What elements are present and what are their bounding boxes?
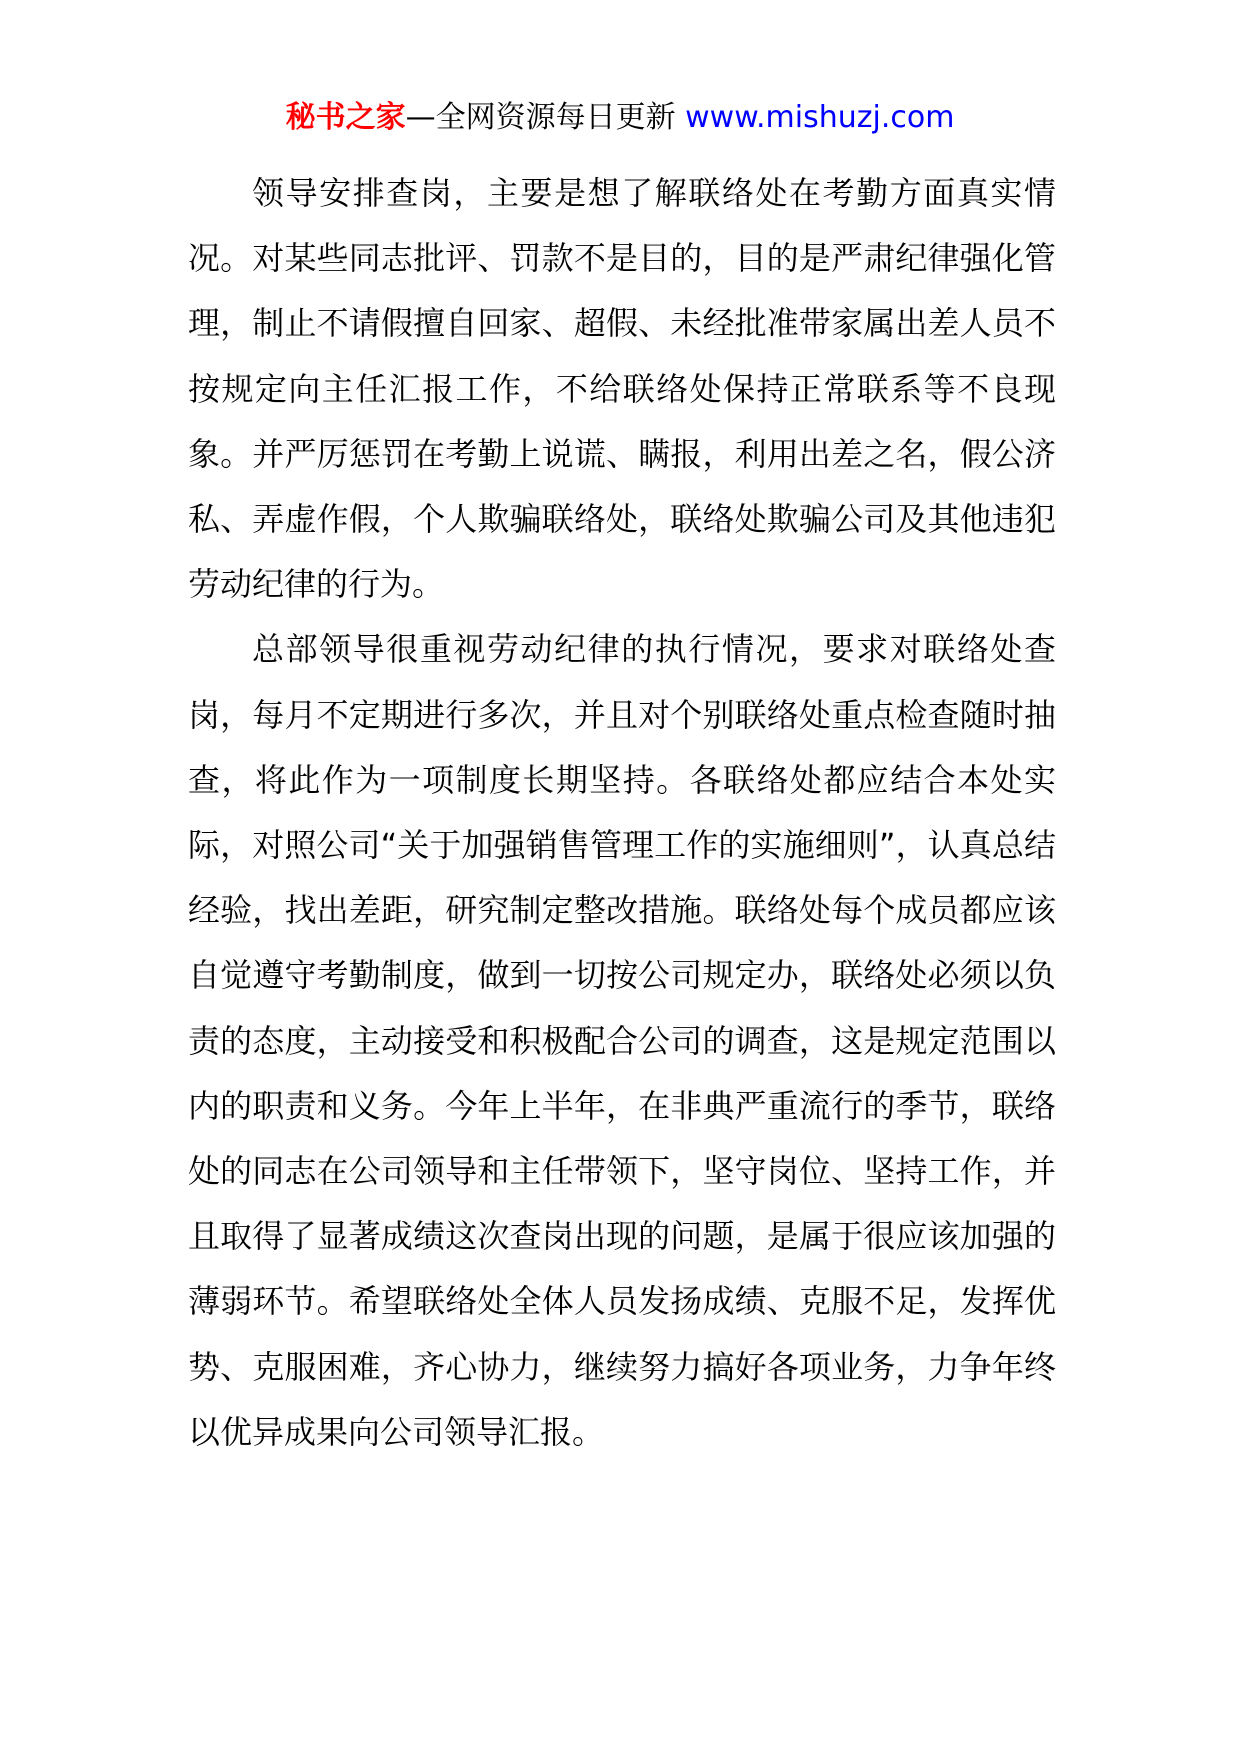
site-brand: 秘书之家 bbox=[285, 100, 406, 135]
site-url-link[interactable]: www.mishuzj.com bbox=[685, 100, 955, 135]
site-tagline: —全网资源每日更新 bbox=[405, 100, 676, 135]
body-paragraph: 领导安排查岗，主要是想了解联络处在考勤方面真实情况。对某些同志批评、罚款不是目的，目的是严肃纪律强化管理，制止不请假擅自回家、超假、未经批准带家属出差人员不按规定向主任汇报工作，不给联络处保持正常联系等不良现象。并严厉惩罚在考勤上说谎、瞒报，利用出差之名，假公济私、弄虚作假，个人欺骗联络处，联络处欺骗公司及其他违犯劳动纪律的行为。 bbox=[188, 174, 1056, 604]
document-body bbox=[188, 161, 1056, 1465]
page-header bbox=[0, 98, 1240, 138]
body-paragraph: 总部领导很重视劳动纪律的执行情况，要求对联络处查岗，每月不定期进行多次，并且对个别联络处重点检查随时抽查，将此作为一项制度长期坚持。各联络处都应结合本处实际，对照公司“关于加强销售管理工作的实施细则”，认真总结经验，找出差距，研究制定整改措施。联络处每个成员都应该自觉遵守考勤制度，做到一切按公司规定办，联络处必须以负责的态度，主动接受和积极配合公司的调查，这是规定范围以内的职责和义务。今年上半年，在非典严重流行的季节，联络处的同志在公司领导和主任带领下，坚守岗位、坚持工作，并且取得了显著成绩这次查岗出现的问题，是属于很应该加强的薄弱环节。希望联络处全体人员发扬成绩、克服不足，发挥优势、克服困难，齐心协力，继续努力搞好各项业务，力争年终以优异成果向公司领导汇报。 bbox=[188, 630, 1056, 1451]
